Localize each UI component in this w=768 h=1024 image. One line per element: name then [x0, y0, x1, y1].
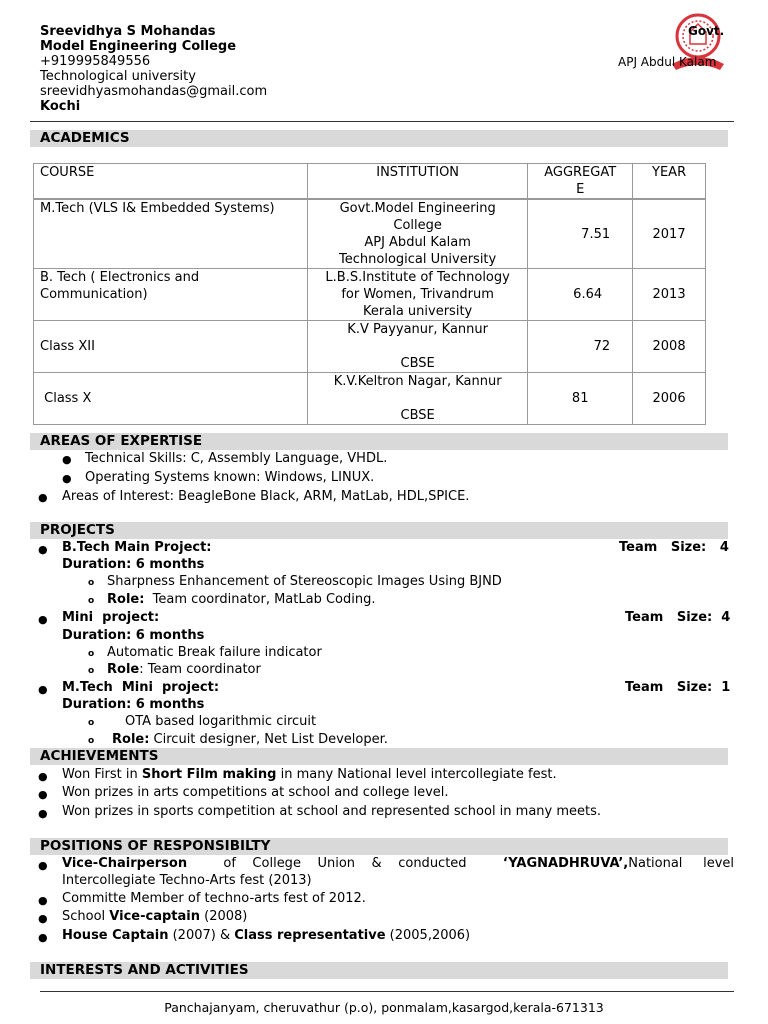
team-size: Team Size: 1: [625, 680, 731, 695]
project-title: Mini project:: [62, 610, 160, 625]
university: Technological university: [40, 69, 196, 84]
achievement-item: Won prizes in sports competition at school and represented school in many meets.: [62, 804, 602, 819]
project-role: Role: Team coordinator, MatLab Coding.: [107, 592, 376, 607]
table-row: Class X K.V.Keltron Nagar, Kannur CBSE 81 2006: [34, 373, 706, 425]
phone: +919995849556: [40, 54, 151, 69]
project-description: Sharpness Enhancement of Stereoscopic Images Using BJND: [107, 574, 502, 589]
header-rule: [30, 121, 734, 122]
academics-table: [33, 163, 706, 425]
bullet-icon: ●: [38, 491, 48, 504]
position-item: Vice-Chairperson of College Union & conducted ‘YAGNADHRUVA’,National level: [62, 856, 734, 871]
areas-of-interest: Areas of Interest: BeagleBone Black, ARM, MatLab, HDL,SPICE.: [62, 489, 470, 504]
position-item: Committe Member of techno-arts fest of 2012.: [62, 891, 366, 906]
project-description: Automatic Break failure indicator: [107, 645, 322, 660]
position-item-continued: Intercollegiate Techno-Arts fest (2013): [62, 873, 312, 888]
bullet-icon: ●: [38, 770, 48, 783]
project-title: B.Tech Main Project:: [62, 540, 212, 555]
table-row: Class XII K.V Payyanur, Kannur CBSE 72 2008: [34, 321, 706, 373]
section-interests: INTERESTS AND ACTIVITIES: [30, 962, 728, 979]
operating-systems: Operating Systems known: Windows, LINUX.: [85, 470, 375, 485]
col-course: COURSE: [34, 164, 308, 200]
bullet-icon: ●: [62, 472, 72, 485]
name: Sreevidhya S Mohandas: [40, 24, 216, 39]
bullet-icon: ●: [38, 807, 48, 820]
bullet-icon: ●: [38, 543, 48, 556]
project-duration: Duration: 6 months: [62, 628, 205, 643]
project-duration: Duration: 6 months: [62, 697, 205, 712]
project-role: Role: Team coordinator: [107, 662, 261, 677]
bullet-icon: o: [88, 736, 95, 746]
section-projects: PROJECTS: [30, 522, 728, 539]
seal-text-govt: Govt.: [688, 24, 725, 38]
bullet-icon: ●: [38, 859, 48, 872]
bullet-icon: o: [88, 718, 95, 728]
achievement-item: Won prizes in arts competitions at school and college level.: [62, 785, 449, 800]
email: sreevidhyasmohandas@gmail.com: [40, 84, 268, 99]
bullet-icon: ●: [38, 894, 48, 907]
position-item: House Captain (2007) & Class representative (2005,2006): [62, 928, 471, 943]
table-row: M.Tech (VLS I& Embedded Systems) Govt.Model Engineering College APJ Abdul Kalam Technological University 7.51 2017: [34, 199, 706, 269]
project-description: OTA based logarithmic circuit: [125, 714, 317, 729]
position-item: School Vice-captain (2008): [62, 909, 248, 924]
college: Model Engineering College: [40, 39, 237, 54]
table-header-row: [34, 164, 706, 200]
table-row: B. Tech ( Electronics and Communication) L.B.S.Institute of Technology for Women, Trivandrum Kerala university 6.64 2013: [34, 269, 706, 321]
col-institution: INSTITUTION: [308, 164, 528, 200]
seal-text-kalam: APJ Abdul Kalam: [618, 55, 717, 69]
bullet-icon: o: [88, 578, 95, 588]
bullet-icon: o: [88, 596, 95, 606]
section-achievements: ACHIEVEMENTS: [30, 748, 728, 765]
project-title: M.Tech Mini project:: [62, 680, 220, 695]
bullet-icon: o: [88, 649, 95, 659]
section-expertise: AREAS OF EXPERTISE: [30, 433, 728, 450]
bullet-icon: ●: [38, 931, 48, 944]
col-aggregate: AGGREGAT E: [528, 164, 633, 200]
col-year: YEAR: [633, 164, 706, 200]
footer-address: Panchajanyam, cheruvathur (p.o), ponmalam,kasargod,kerala-671313: [164, 1000, 604, 1015]
bullet-icon: ●: [38, 683, 48, 696]
section-positions: POSITIONS OF RESPONSIBILTY: [30, 838, 728, 855]
project-duration: Duration: 6 months: [62, 557, 205, 572]
team-size: Team Size: 4: [619, 540, 729, 555]
bullet-icon: ●: [38, 613, 48, 626]
team-size: Team Size: 4: [625, 610, 731, 625]
city: Kochi: [40, 99, 81, 114]
technical-skills: Technical Skills: C, Assembly Language, VHDL.: [85, 451, 388, 466]
section-academics: ACADEMICS: [30, 130, 728, 147]
achievement-item: Won First in Short Film making in many National level intercollegiate fest.: [62, 767, 557, 782]
bullet-icon: ●: [62, 453, 72, 466]
bullet-icon: o: [88, 666, 95, 676]
project-role: Role: Circuit designer, Net List Developer.: [112, 732, 388, 747]
footer-rule: [40, 991, 734, 992]
bullet-icon: ●: [38, 788, 48, 801]
bullet-icon: ●: [38, 912, 48, 925]
